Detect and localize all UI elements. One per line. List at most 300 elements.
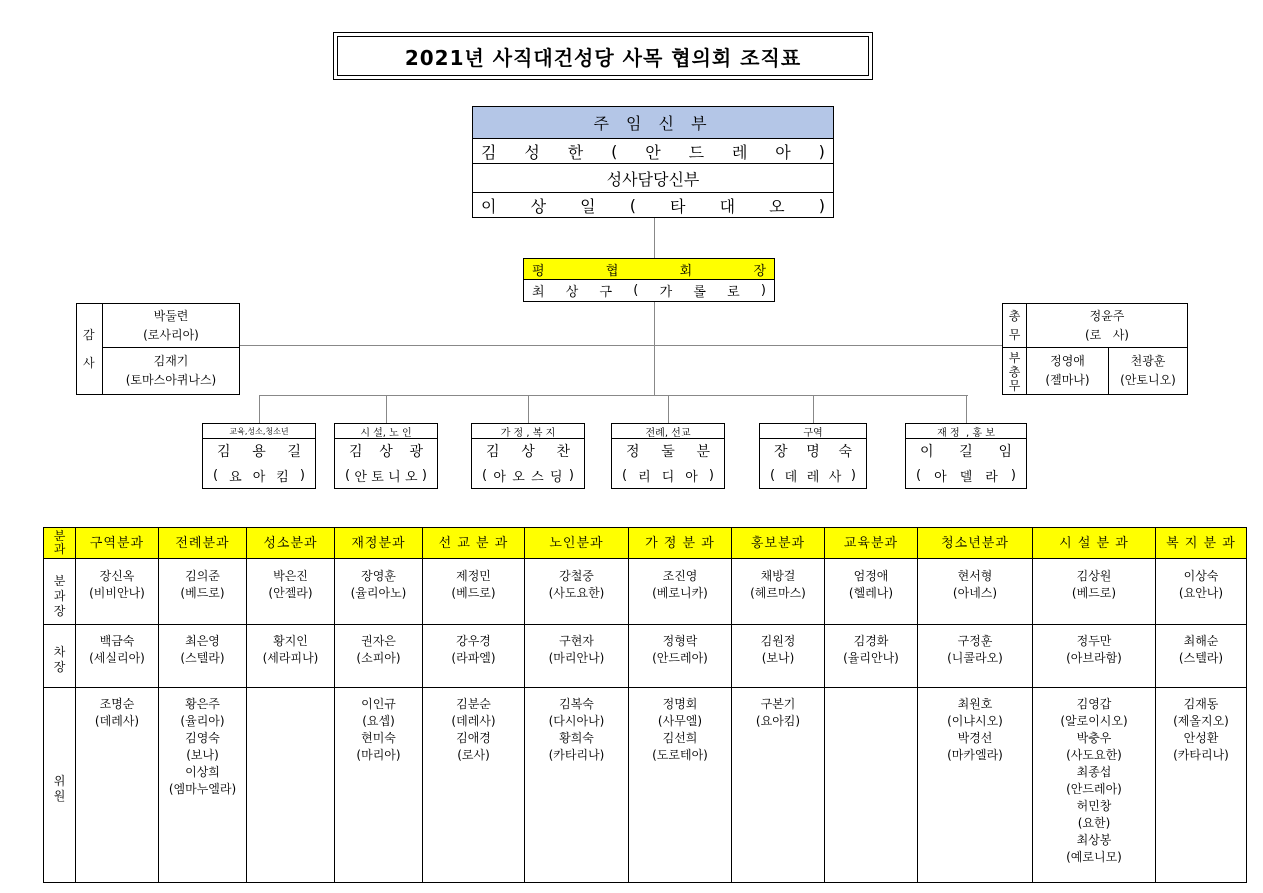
division-baptismal-char: 레 [806,469,820,485]
committee-deputy-line: 황지인 [273,634,308,648]
committee-members-line: (도로테아) [652,748,708,762]
committee-members-line: 현미숙 [361,731,396,745]
committee-head [525,559,629,625]
committee-header: 성소분과 [247,528,335,559]
assist-name-char: 오 [769,196,785,216]
committee-members-line: 황희숙 [559,731,594,745]
auditor-box [76,303,240,395]
division-name-char: 찬 [556,444,570,460]
division-baptismal-char: 라 [985,469,998,485]
division-baptismal-char: 리 [638,469,651,485]
division-name-char: 김 [349,444,363,460]
auditor-label [77,304,103,394]
committee-header: 노인분과 [525,528,629,559]
committee-header: 전례분과 [159,528,247,559]
committee-members-line: 구본기 [760,697,796,711]
committee-members-line: (보나) [186,748,219,762]
committee-head-line: 김상원 [1076,569,1112,583]
committee-deputy-line: (안드레아) [652,651,708,665]
president-name-char: 가 [659,285,673,300]
committee-deputy-line: (세실리아) [89,651,145,665]
committee-members [423,688,525,883]
auditor-name: 김재기 [153,354,189,368]
pastor-label-text: 주 임 신 부 [593,114,713,133]
committee-members-line: (카타리나) [1173,748,1229,762]
committee-header: 재정분과 [335,528,423,559]
committee-members-line: (요아킴) [755,714,801,728]
committee-head-line: 박은진 [273,569,308,583]
division-label: 교육,성소,청소년 [203,424,315,439]
connector-division [528,395,529,423]
committee-header: 선 교 분 과 [423,528,525,559]
committee-members [918,688,1033,883]
committee-head-line: 강철중 [559,569,594,583]
division-baptismal-char: 사 [828,469,842,485]
committee-header: 구역분과 [76,528,159,559]
committee-head-line: (베드로) [180,586,225,600]
committee-head-line: 이상숙 [1183,569,1219,583]
committee-deputy-line: (스텔라) [180,651,225,665]
committee-head-line: (베드로) [451,586,496,600]
committee-members-line: (예로니모) [1066,850,1122,864]
division-head-baptismal [906,463,1026,487]
division-label: 구역 [760,424,866,439]
division-head-name [335,439,437,463]
division-baptismal-char: 오 [405,469,418,485]
committee-members-line: 김선희 [662,731,698,745]
committee-members-line: 최상봉 [1076,833,1112,847]
committee-deputy-line: (마리안나) [548,651,605,665]
division-baptismal-char: ) [299,467,305,483]
division-baptismal-char: ( [622,467,628,483]
pastor-name-char: 성 [524,142,540,162]
division-baptismal-char: ) [421,467,427,483]
table-header-row [44,528,1247,559]
deputy-ga-baptismal: (안토니오) [1120,373,1176,387]
division-baptismal-char: ) [568,467,574,483]
division-head-baptismal [472,463,584,487]
title-frame [333,32,873,80]
committee-deputy [525,625,629,688]
general-affairs-member [1027,304,1187,348]
division-head-name [612,439,724,463]
pastor-name-char: ( [611,141,618,161]
division-baptismal-char: 아 [685,469,698,485]
division-name-char: 길 [287,444,301,460]
auditor-member [103,304,239,348]
committee-members-line: 정명회 [662,697,698,711]
committee-head-line: (율리아노) [350,586,407,600]
connector-division [966,395,967,423]
committee-head-line: (안젤라) [268,586,313,600]
table-row [44,559,1247,625]
division-box [202,423,316,489]
committee-deputy-line: 최은영 [185,634,220,648]
committee-head-line: (비비안나) [89,586,145,600]
committee-deputy-line: 정두만 [1076,634,1112,648]
committee-deputy-line: (소피아) [356,651,401,665]
committee-head [335,559,423,625]
auditor-label-char: 사 [83,356,95,370]
table-row [44,625,1247,688]
division-baptismal-char: 아 [493,469,506,485]
division-baptismal-char: 델 [959,469,973,485]
committee-deputy-line: 강우경 [456,634,491,648]
connector-division [813,395,814,423]
division-head-name [472,439,584,463]
president-label-char: 평 [532,263,545,279]
committee-members-line: (사도요한) [1066,748,1122,762]
division-name-char: 용 [252,444,266,460]
pastor-name-char: ) [818,141,825,161]
division-baptismal-char: 아 [252,469,266,485]
committee-deputy-line: 최해순 [1183,634,1219,648]
auditor-baptismal: (로사리아) [143,328,199,342]
deputy-ga-member [1109,348,1187,394]
committee-head-line: (베로니카) [652,586,708,600]
committee-head-line: 장영훈 [361,569,396,583]
committee-members-line: 허민창 [1076,799,1112,813]
committee-head-line: (헤르마스) [750,586,806,600]
division-box [471,423,585,489]
division-name-char: 둘 [661,444,675,460]
assist-priest-label-text: 성사담당신부 [606,169,700,189]
committee-head-line: (아네스) [952,586,998,600]
committee-members-line: 김영갑 [1076,697,1112,711]
committee-members [525,688,629,883]
committee-members-line: (이냐시오) [947,714,1003,728]
committee-deputy-line: (라파엘) [451,651,496,665]
division-head-name [760,439,866,463]
auditor-baptismal: (토마스아퀴나스) [125,373,217,387]
committee-members-line: (카타리나) [548,748,605,762]
committee-members-line: 김애경 [456,731,491,745]
assist-name-char: 상 [530,196,547,216]
committee-deputy [159,625,247,688]
committee-members-line: 김재동 [1183,697,1219,711]
committee-members-line: 안성환 [1183,731,1219,745]
committee-header: 홍보분과 [732,528,825,559]
president-label-char: 장 [753,263,766,279]
assist-name-char: ) [818,195,825,215]
committee-deputy-line: (율리안나) [843,651,899,665]
president-label-char: 협 [605,263,619,279]
president-name-char: ( [633,283,639,298]
committee-members-line: 김영숙 [185,731,220,745]
committee-members [629,688,732,883]
assist-name-char: 대 [719,196,736,216]
deputy-ga-name: 정영애 [1050,354,1085,368]
committee-deputy [1033,625,1156,688]
row-label-char: 분 [53,573,66,588]
row-label [44,625,76,688]
connector-division-bus [259,395,968,396]
table-row [44,688,1247,883]
division-box [905,423,1027,489]
committee-deputy-line: (스텔라) [1178,651,1224,665]
committee-deputy [247,625,335,688]
connector-division [668,395,669,423]
committee-members-line: 최원호 [957,697,993,711]
division-label: 전례, 선교 [612,424,724,439]
deputy-ga-label-char: 총 [1008,365,1021,379]
division-name-char: 임 [998,444,1012,460]
committee-head-line: (베드로) [1071,586,1117,600]
committee-members-line: (요한) [1077,816,1111,830]
committee-head-line: (사도요한) [548,586,605,600]
committee-deputy [76,625,159,688]
committee-header: 복 지 분 과 [1156,528,1247,559]
division-baptismal-char: ) [850,467,856,483]
committee-head [732,559,825,625]
committee-deputy-line: (니콜라오) [947,651,1003,665]
committee-deputy-line: (세라피나) [262,651,319,665]
committee-members-line: 박경선 [957,731,993,745]
committee-members-line: (요셉) [362,714,395,728]
ga-baptismal: (로 사) [1085,328,1129,342]
connector-division [259,395,260,423]
division-baptismal-char: 오 [512,469,525,485]
pastor-name-char: 안 [645,142,661,162]
committee-head [918,559,1033,625]
connector-president-down [654,302,655,395]
deputy-ga-label-char: 무 [1008,379,1021,393]
row-label-char: 차 [53,645,66,659]
committee-head [76,559,159,625]
division-name-char: 장 [774,444,788,460]
committee-members-line: 이인규 [361,697,396,711]
division-name-char: 숙 [838,444,852,460]
president-label [524,259,774,280]
committee-members-line: (제올지오) [1173,714,1229,728]
ga-name: 정윤주 [1089,309,1125,323]
committee-members-line: 이상희 [185,765,220,779]
committee-deputy-line: 김경화 [853,634,889,648]
row-label-char: 장 [53,660,66,674]
row-label-char: 위 [53,774,66,788]
auditor-member [103,348,239,394]
division-name-char: 분 [696,444,710,460]
deputy-ga-member [1027,348,1109,394]
assist-name-char: 이 [481,196,497,216]
committee-members-line: 황은주 [185,697,220,711]
committee-deputy-line: 구정훈 [957,634,993,648]
pastor-name-char: 아 [775,142,791,162]
division-baptismal-char: 요 [229,469,242,485]
committee-members [1033,688,1156,883]
ga-label-char: 무 [1008,328,1021,342]
committee-members-line: (마카엘라) [947,748,1003,762]
committee-members-line: 김분순 [456,697,491,711]
pastor-name-char: 레 [731,142,748,162]
committee-members-line: (데레사) [94,714,140,728]
committee-members-line: (율리아) [180,714,225,728]
committee-deputy-line: 권자은 [361,634,396,648]
committee-deputy [423,625,525,688]
ga-label-char: 총 [1008,309,1021,323]
division-head-baptismal [335,463,437,487]
division-label: 재 정 , 홍 보 [906,424,1026,439]
division-head-baptismal [612,463,724,487]
committee-deputy-line: 정형락 [662,634,698,648]
division-name-char: 김 [217,444,231,460]
division-baptismal-char: 니 [388,469,401,485]
president-label-char: 회 [679,263,693,279]
committee-members-line: (다시아나) [548,714,605,728]
assist-priest-name [473,193,833,217]
division-name-char: 명 [806,444,820,460]
division-label: 가 정 , 복 지 [472,424,584,439]
division-baptismal-char: ) [708,467,714,483]
committee-deputy [1156,625,1247,688]
division-baptismal-char: 킴 [276,469,289,485]
committee-head [1156,559,1247,625]
committee-members-line: 박충우 [1076,731,1112,745]
committee-deputy-line: 김원정 [760,634,796,648]
committee-members-line: (데레사) [451,714,496,728]
division-head-name [906,439,1026,463]
division-label: 시 설, 노 인 [335,424,437,439]
committee-header: 교육분과 [825,528,918,559]
division-baptismal-char: 데 [784,469,798,485]
committee-head-line: 장신옥 [99,569,135,583]
committee-deputy [825,625,918,688]
division-baptismal-char: ( [916,467,922,483]
committee-head-line: 조진영 [662,569,698,583]
connector-pastor-president [654,218,655,258]
committee-header: 시 설 분 과 [1033,528,1156,559]
division-baptismal-char: ( [345,467,351,483]
auditor-name: 박둘련 [153,309,189,323]
committee-header: 가 정 분 과 [629,528,732,559]
committee-head [247,559,335,625]
auditor-label-char: 감 [83,328,95,342]
pastor-name [473,139,833,164]
page-title: 2021년 사직대건성당 사목 협의회 조직표 [337,36,869,76]
division-baptismal-char: 딩 [550,469,563,485]
committee-deputy-line: (아브라함) [1066,651,1122,665]
committee-members-line: (사무엘) [657,714,703,728]
committee-table [43,527,1247,883]
committee-members-line: 조명순 [99,697,135,711]
pastor-name-char: 김 [481,142,497,162]
row-label-char: 과 [53,588,66,603]
general-affairs-box [1002,303,1188,395]
division-baptismal-char: ( [770,467,776,483]
row-label-char: 원 [53,789,66,803]
president-name-char: 롤 [693,285,706,300]
pastor-label [473,107,833,139]
assist-name-char: ( [629,195,636,215]
general-affairs-label [1003,304,1027,348]
committee-members [76,688,159,883]
row-label-char: 분 [53,529,66,543]
committee-head [423,559,525,625]
committee-head [1033,559,1156,625]
division-baptismal-char: ) [1010,467,1016,483]
president-name-char: ) [760,283,766,298]
row-label [44,688,76,883]
committee-header: 청소년분과 [918,528,1033,559]
committee-members [825,688,918,883]
committee-head-line: 엄정애 [853,569,889,583]
committee-members [335,688,423,883]
committee-deputy [335,625,423,688]
committee-head-line: 제정민 [456,569,491,583]
row-label-char: 과 [53,542,66,556]
committee-deputy [732,625,825,688]
division-box [334,423,438,489]
committee-members [732,688,825,883]
division-baptismal-char: ( [213,467,219,483]
deputy-ga-name: 천광훈 [1130,354,1166,368]
division-baptismal-char: 안 [354,469,367,485]
committee-head-line: 현서형 [957,569,993,583]
committee-members-line: 최종섭 [1076,765,1112,779]
president-box [523,258,775,302]
connector-horizontal-middle [240,345,1002,346]
pastor-name-char: 한 [567,142,584,162]
committee-deputy-line: 구현자 [559,634,594,648]
division-head-name [203,439,315,463]
division-name-char: 길 [959,444,973,460]
committee-head-line: (헬레나) [848,586,894,600]
committee-head [159,559,247,625]
committee-members-line: (안드레아) [1066,782,1122,796]
division-name-char: 김 [486,444,500,460]
row-label [44,528,76,559]
division-baptismal-char: 아 [934,469,947,485]
committee-members-line: (엠마누엘라) [168,782,237,796]
division-baptismal-char: ( [482,467,488,483]
committee-deputy [918,625,1033,688]
committee-members [247,688,335,883]
president-name-char: 구 [599,285,613,300]
deputy-ga-label [1003,348,1027,394]
committee-members-line: (알로이시오) [1060,714,1128,728]
assist-priest-label [473,164,833,193]
committee-head-line: (요안나) [1178,586,1224,600]
assist-name-char: 타 [670,196,686,216]
deputy-ga-baptismal: (젤마나) [1045,373,1090,387]
committee-members-line: (로사) [457,748,490,762]
division-name-char: 이 [920,444,934,460]
committee-deputy-line: (보나) [761,651,795,665]
committee-head [825,559,918,625]
division-baptismal-char: 디 [661,469,675,485]
president-name-char: 로 [727,285,740,300]
president-name-char: 최 [532,285,545,300]
assist-name-char: 일 [580,196,596,216]
committee-deputy-line: 백금숙 [99,634,135,648]
deputy-ga-label-char: 부 [1008,351,1021,365]
president-name [524,280,774,301]
committee-members [159,688,247,883]
division-baptismal-char: 스 [531,469,544,485]
committee-deputy [629,625,732,688]
committee-members-line: 김복숙 [559,697,594,711]
committee-head-line: 김의준 [185,569,220,583]
division-box [611,423,725,489]
pastor-box [472,106,834,218]
row-label-char: 장 [53,603,66,618]
division-name-char: 상 [521,444,535,460]
division-name-char: 상 [379,444,393,460]
division-box [759,423,867,489]
committee-head [629,559,732,625]
division-name-char: 정 [626,444,640,460]
division-name-char: 광 [409,444,423,460]
